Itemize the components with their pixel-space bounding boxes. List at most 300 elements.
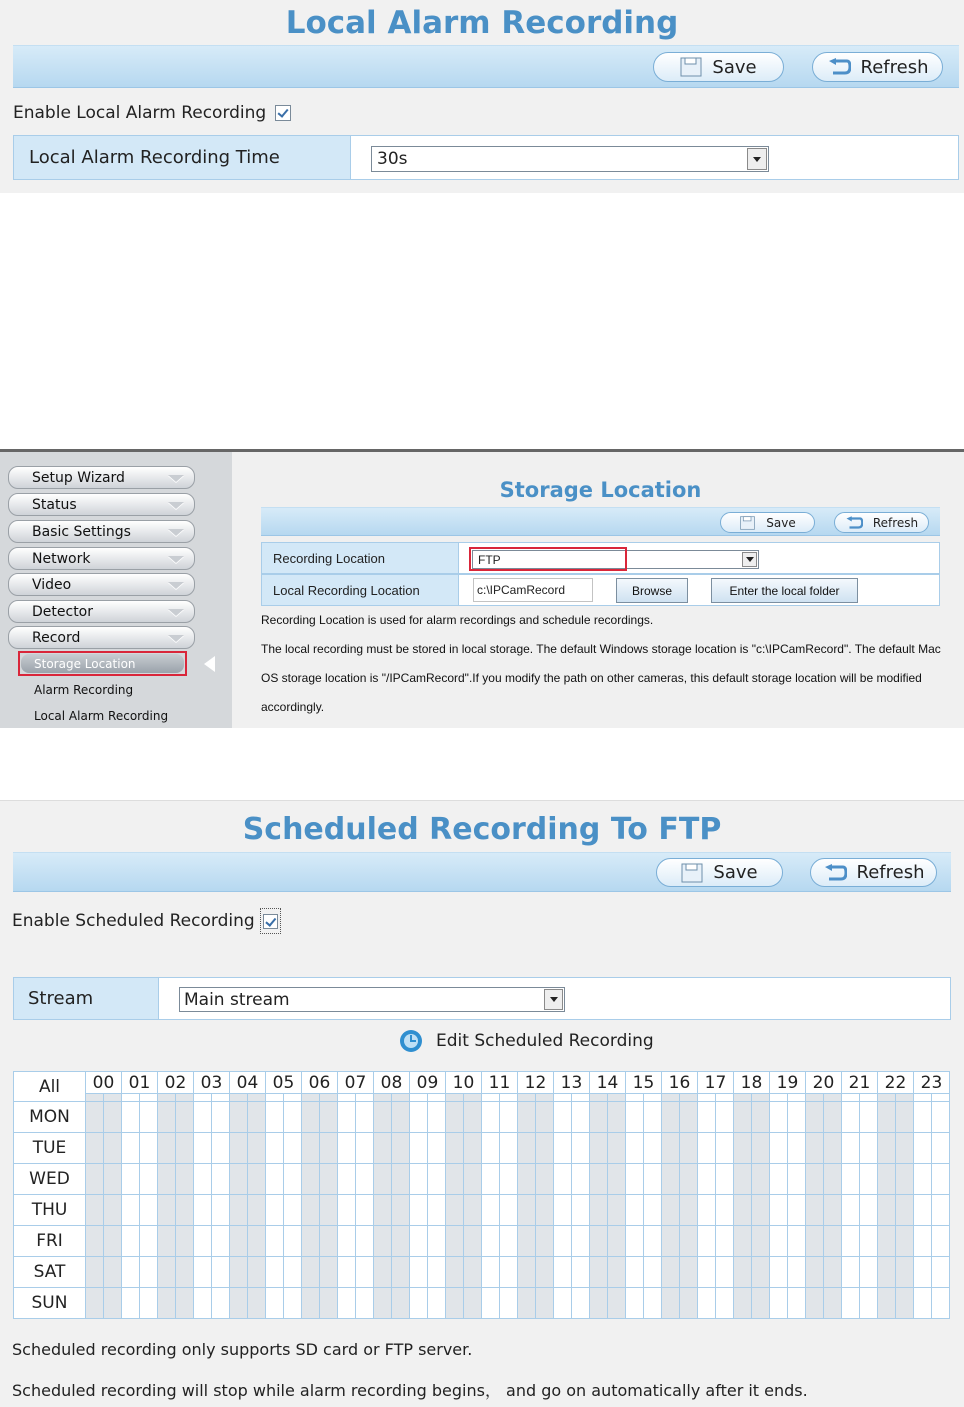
half-hour-cell[interactable] [662, 1164, 680, 1195]
half-hour-cell[interactable] [842, 1257, 860, 1288]
half-hour-cell[interactable] [590, 1102, 608, 1133]
half-hour-cell[interactable] [446, 1094, 464, 1102]
hour-header[interactable]: 17 [698, 1072, 734, 1094]
half-hour-cell[interactable] [842, 1288, 860, 1319]
half-hour-cell[interactable] [554, 1164, 572, 1195]
half-hour-cell[interactable] [860, 1133, 878, 1164]
half-hour-cell[interactable] [374, 1164, 392, 1195]
half-hour-cell[interactable] [788, 1257, 806, 1288]
half-hour-cell[interactable] [86, 1257, 104, 1288]
half-hour-cell[interactable] [374, 1257, 392, 1288]
half-hour-cell[interactable] [860, 1257, 878, 1288]
hour-header[interactable]: 07 [338, 1072, 374, 1094]
half-hour-cell[interactable] [932, 1226, 950, 1257]
half-hour-cell[interactable] [410, 1094, 428, 1102]
hour-header[interactable]: 06 [302, 1072, 338, 1094]
half-hour-cell[interactable] [392, 1195, 410, 1226]
half-hour-cell[interactable] [410, 1288, 428, 1319]
half-hour-cell[interactable] [824, 1164, 842, 1195]
half-hour-cell[interactable] [842, 1226, 860, 1257]
half-hour-cell[interactable] [248, 1133, 266, 1164]
half-hour-cell[interactable] [248, 1226, 266, 1257]
half-hour-cell[interactable] [878, 1288, 896, 1319]
half-hour-cell[interactable] [878, 1094, 896, 1102]
half-hour-cell[interactable] [302, 1102, 320, 1133]
hour-header[interactable]: 13 [554, 1072, 590, 1094]
half-hour-cell[interactable] [302, 1133, 320, 1164]
half-hour-cell[interactable] [212, 1102, 230, 1133]
half-hour-cell[interactable] [590, 1195, 608, 1226]
half-hour-cell[interactable] [230, 1257, 248, 1288]
half-hour-cell[interactable] [302, 1094, 320, 1102]
half-hour-cell[interactable] [356, 1288, 374, 1319]
half-hour-cell[interactable] [482, 1164, 500, 1195]
half-hour-cell[interactable] [374, 1195, 392, 1226]
half-hour-cell[interactable] [734, 1226, 752, 1257]
half-hour-cell[interactable] [536, 1102, 554, 1133]
half-hour-cell[interactable] [572, 1102, 590, 1133]
half-hour-cell[interactable] [248, 1195, 266, 1226]
enable-scheduled-checkbox[interactable] [263, 914, 278, 929]
save-button[interactable] [720, 512, 815, 533]
half-hour-cell[interactable] [230, 1164, 248, 1195]
half-hour-cell[interactable] [914, 1257, 932, 1288]
half-hour-cell[interactable] [734, 1195, 752, 1226]
half-hour-cell[interactable] [338, 1288, 356, 1319]
refresh-button[interactable] [810, 858, 937, 887]
half-hour-cell[interactable] [140, 1195, 158, 1226]
half-hour-cell[interactable] [590, 1288, 608, 1319]
hour-header[interactable]: 05 [266, 1072, 302, 1094]
half-hour-cell[interactable] [140, 1226, 158, 1257]
half-hour-cell[interactable] [176, 1226, 194, 1257]
half-hour-cell[interactable] [590, 1226, 608, 1257]
half-hour-cell[interactable] [86, 1226, 104, 1257]
half-hour-cell[interactable] [932, 1257, 950, 1288]
half-hour-cell[interactable] [608, 1257, 626, 1288]
half-hour-cell[interactable] [878, 1195, 896, 1226]
refresh-button[interactable] [834, 512, 929, 533]
half-hour-cell[interactable] [392, 1288, 410, 1319]
half-hour-cell[interactable] [248, 1257, 266, 1288]
half-hour-cell[interactable] [320, 1133, 338, 1164]
half-hour-cell[interactable] [770, 1195, 788, 1226]
half-hour-cell[interactable] [374, 1102, 392, 1133]
half-hour-cell[interactable] [410, 1257, 428, 1288]
half-hour-cell[interactable] [104, 1164, 122, 1195]
browse-button[interactable]: Browse [616, 578, 688, 603]
half-hour-cell[interactable] [536, 1133, 554, 1164]
half-hour-cell[interactable] [464, 1094, 482, 1102]
half-hour-cell[interactable] [932, 1164, 950, 1195]
select-all-cell[interactable]: All [14, 1072, 86, 1102]
hour-header[interactable]: 21 [842, 1072, 878, 1094]
half-hour-cell[interactable] [104, 1195, 122, 1226]
half-hour-cell[interactable] [158, 1133, 176, 1164]
half-hour-cell[interactable] [608, 1288, 626, 1319]
half-hour-cell[interactable] [176, 1257, 194, 1288]
half-hour-cell[interactable] [302, 1288, 320, 1319]
half-hour-cell[interactable] [752, 1288, 770, 1319]
chevron-down-icon[interactable] [544, 989, 563, 1010]
half-hour-cell[interactable] [212, 1195, 230, 1226]
half-hour-cell[interactable] [410, 1102, 428, 1133]
half-hour-cell[interactable] [248, 1288, 266, 1319]
half-hour-cell[interactable] [896, 1195, 914, 1226]
half-hour-cell[interactable] [284, 1195, 302, 1226]
half-hour-cell[interactable] [122, 1164, 140, 1195]
sub-storage-location[interactable] [18, 651, 187, 676]
half-hour-cell[interactable] [104, 1133, 122, 1164]
half-hour-cell[interactable] [842, 1102, 860, 1133]
half-hour-cell[interactable] [158, 1195, 176, 1226]
half-hour-cell[interactable] [158, 1257, 176, 1288]
hour-header[interactable]: 16 [662, 1072, 698, 1094]
half-hour-cell[interactable] [194, 1257, 212, 1288]
half-hour-cell[interactable] [788, 1133, 806, 1164]
half-hour-cell[interactable] [806, 1288, 824, 1319]
half-hour-cell[interactable] [662, 1226, 680, 1257]
half-hour-cell[interactable] [86, 1102, 104, 1133]
half-hour-cell[interactable] [410, 1164, 428, 1195]
half-hour-cell[interactable] [626, 1102, 644, 1133]
half-hour-cell[interactable] [356, 1257, 374, 1288]
nav-status[interactable] [8, 493, 195, 516]
half-hour-cell[interactable] [356, 1226, 374, 1257]
half-hour-cell[interactable] [374, 1094, 392, 1102]
half-hour-cell[interactable] [716, 1133, 734, 1164]
half-hour-cell[interactable] [230, 1102, 248, 1133]
half-hour-cell[interactable] [446, 1257, 464, 1288]
half-hour-cell[interactable] [590, 1094, 608, 1102]
nav-record[interactable] [8, 626, 195, 649]
half-hour-cell[interactable] [374, 1226, 392, 1257]
half-hour-cell[interactable] [140, 1164, 158, 1195]
half-hour-cell[interactable] [158, 1288, 176, 1319]
half-hour-cell[interactable] [266, 1288, 284, 1319]
half-hour-cell[interactable] [356, 1094, 374, 1102]
half-hour-cell[interactable] [608, 1102, 626, 1133]
half-hour-cell[interactable] [230, 1226, 248, 1257]
day-label[interactable]: THU [14, 1195, 86, 1226]
hour-header[interactable]: 00 [86, 1072, 122, 1094]
half-hour-cell[interactable] [716, 1226, 734, 1257]
half-hour-cell[interactable] [680, 1257, 698, 1288]
half-hour-cell[interactable] [266, 1164, 284, 1195]
half-hour-cell[interactable] [752, 1226, 770, 1257]
half-hour-cell[interactable] [860, 1195, 878, 1226]
half-hour-cell[interactable] [266, 1195, 284, 1226]
half-hour-cell[interactable] [248, 1164, 266, 1195]
half-hour-cell[interactable] [626, 1133, 644, 1164]
nav-video[interactable] [8, 573, 195, 596]
half-hour-cell[interactable] [698, 1102, 716, 1133]
half-hour-cell[interactable] [770, 1094, 788, 1102]
half-hour-cell[interactable] [644, 1102, 662, 1133]
half-hour-cell[interactable] [356, 1164, 374, 1195]
refresh-button[interactable] [812, 52, 943, 82]
half-hour-cell[interactable] [86, 1094, 104, 1102]
half-hour-cell[interactable] [752, 1257, 770, 1288]
half-hour-cell[interactable] [122, 1094, 140, 1102]
half-hour-cell[interactable] [662, 1102, 680, 1133]
half-hour-cell[interactable] [698, 1288, 716, 1319]
half-hour-cell[interactable] [140, 1094, 158, 1102]
half-hour-cell[interactable] [914, 1094, 932, 1102]
half-hour-cell[interactable] [464, 1195, 482, 1226]
half-hour-cell[interactable] [212, 1133, 230, 1164]
half-hour-cell[interactable] [158, 1226, 176, 1257]
half-hour-cell[interactable] [410, 1226, 428, 1257]
half-hour-cell[interactable] [248, 1094, 266, 1102]
half-hour-cell[interactable] [86, 1164, 104, 1195]
half-hour-cell[interactable] [698, 1226, 716, 1257]
half-hour-cell[interactable] [680, 1133, 698, 1164]
half-hour-cell[interactable] [428, 1164, 446, 1195]
half-hour-cell[interactable] [554, 1133, 572, 1164]
half-hour-cell[interactable] [338, 1164, 356, 1195]
half-hour-cell[interactable] [554, 1102, 572, 1133]
half-hour-cell[interactable] [266, 1133, 284, 1164]
half-hour-cell[interactable] [896, 1226, 914, 1257]
half-hour-cell[interactable] [428, 1257, 446, 1288]
half-hour-cell[interactable] [446, 1102, 464, 1133]
half-hour-cell[interactable] [860, 1094, 878, 1102]
half-hour-cell[interactable] [122, 1102, 140, 1133]
half-hour-cell[interactable] [698, 1195, 716, 1226]
half-hour-cell[interactable] [932, 1094, 950, 1102]
half-hour-cell[interactable] [914, 1102, 932, 1133]
half-hour-cell[interactable] [716, 1164, 734, 1195]
half-hour-cell[interactable] [680, 1164, 698, 1195]
half-hour-cell[interactable] [626, 1257, 644, 1288]
half-hour-cell[interactable] [824, 1195, 842, 1226]
hour-header[interactable]: 01 [122, 1072, 158, 1094]
half-hour-cell[interactable] [500, 1133, 518, 1164]
half-hour-cell[interactable] [554, 1226, 572, 1257]
half-hour-cell[interactable] [176, 1094, 194, 1102]
nav-network[interactable] [8, 547, 195, 570]
half-hour-cell[interactable] [104, 1102, 122, 1133]
half-hour-cell[interactable] [302, 1195, 320, 1226]
half-hour-cell[interactable] [392, 1102, 410, 1133]
half-hour-cell[interactable] [446, 1288, 464, 1319]
half-hour-cell[interactable] [572, 1094, 590, 1102]
half-hour-cell[interactable] [356, 1133, 374, 1164]
half-hour-cell[interactable] [194, 1133, 212, 1164]
half-hour-cell[interactable] [176, 1195, 194, 1226]
half-hour-cell[interactable] [356, 1195, 374, 1226]
half-hour-cell[interactable] [176, 1164, 194, 1195]
nav-detector[interactable] [8, 600, 195, 623]
half-hour-cell[interactable] [266, 1102, 284, 1133]
half-hour-cell[interactable] [320, 1195, 338, 1226]
half-hour-cell[interactable] [176, 1133, 194, 1164]
half-hour-cell[interactable] [608, 1164, 626, 1195]
hour-header[interactable]: 04 [230, 1072, 266, 1094]
half-hour-cell[interactable] [266, 1094, 284, 1102]
half-hour-cell[interactable] [788, 1226, 806, 1257]
half-hour-cell[interactable] [518, 1133, 536, 1164]
half-hour-cell[interactable] [572, 1133, 590, 1164]
half-hour-cell[interactable] [662, 1094, 680, 1102]
half-hour-cell[interactable] [770, 1102, 788, 1133]
half-hour-cell[interactable] [662, 1288, 680, 1319]
half-hour-cell[interactable] [194, 1102, 212, 1133]
half-hour-cell[interactable] [284, 1094, 302, 1102]
half-hour-cell[interactable] [554, 1288, 572, 1319]
half-hour-cell[interactable] [806, 1133, 824, 1164]
half-hour-cell[interactable] [536, 1288, 554, 1319]
half-hour-cell[interactable] [698, 1257, 716, 1288]
half-hour-cell[interactable] [284, 1226, 302, 1257]
half-hour-cell[interactable] [788, 1288, 806, 1319]
half-hour-cell[interactable] [500, 1257, 518, 1288]
half-hour-cell[interactable] [464, 1133, 482, 1164]
half-hour-cell[interactable] [662, 1133, 680, 1164]
half-hour-cell[interactable] [338, 1094, 356, 1102]
half-hour-cell[interactable] [914, 1226, 932, 1257]
half-hour-cell[interactable] [230, 1094, 248, 1102]
half-hour-cell[interactable] [554, 1257, 572, 1288]
half-hour-cell[interactable] [536, 1257, 554, 1288]
half-hour-cell[interactable] [644, 1195, 662, 1226]
half-hour-cell[interactable] [464, 1288, 482, 1319]
half-hour-cell[interactable] [626, 1226, 644, 1257]
half-hour-cell[interactable] [104, 1094, 122, 1102]
half-hour-cell[interactable] [680, 1102, 698, 1133]
half-hour-cell[interactable] [608, 1133, 626, 1164]
half-hour-cell[interactable] [572, 1164, 590, 1195]
half-hour-cell[interactable] [464, 1226, 482, 1257]
half-hour-cell[interactable] [734, 1288, 752, 1319]
half-hour-cell[interactable] [122, 1257, 140, 1288]
half-hour-cell[interactable] [770, 1164, 788, 1195]
half-hour-cell[interactable] [734, 1102, 752, 1133]
half-hour-cell[interactable] [518, 1288, 536, 1319]
half-hour-cell[interactable] [410, 1133, 428, 1164]
half-hour-cell[interactable] [392, 1226, 410, 1257]
half-hour-cell[interactable] [572, 1195, 590, 1226]
sub-local-alarm-recording[interactable]: Local Alarm Recording [34, 709, 169, 723]
half-hour-cell[interactable] [626, 1094, 644, 1102]
half-hour-cell[interactable] [482, 1257, 500, 1288]
half-hour-cell[interactable] [140, 1133, 158, 1164]
half-hour-cell[interactable] [590, 1257, 608, 1288]
half-hour-cell[interactable] [716, 1288, 734, 1319]
recording-time-select[interactable] [371, 146, 769, 172]
half-hour-cell[interactable] [932, 1133, 950, 1164]
day-label[interactable]: SUN [14, 1288, 86, 1319]
half-hour-cell[interactable] [914, 1133, 932, 1164]
half-hour-cell[interactable] [788, 1102, 806, 1133]
half-hour-cell[interactable] [284, 1133, 302, 1164]
half-hour-cell[interactable] [896, 1102, 914, 1133]
half-hour-cell[interactable] [500, 1288, 518, 1319]
half-hour-cell[interactable] [824, 1288, 842, 1319]
half-hour-cell[interactable] [860, 1288, 878, 1319]
half-hour-cell[interactable] [806, 1226, 824, 1257]
half-hour-cell[interactable] [932, 1195, 950, 1226]
half-hour-cell[interactable] [212, 1226, 230, 1257]
half-hour-cell[interactable] [752, 1133, 770, 1164]
half-hour-cell[interactable] [878, 1133, 896, 1164]
half-hour-cell[interactable] [446, 1164, 464, 1195]
half-hour-cell[interactable] [806, 1195, 824, 1226]
half-hour-cell[interactable] [824, 1257, 842, 1288]
hour-header[interactable]: 03 [194, 1072, 230, 1094]
half-hour-cell[interactable] [536, 1195, 554, 1226]
half-hour-cell[interactable] [644, 1257, 662, 1288]
half-hour-cell[interactable] [824, 1226, 842, 1257]
half-hour-cell[interactable] [536, 1226, 554, 1257]
half-hour-cell[interactable] [770, 1226, 788, 1257]
half-hour-cell[interactable] [446, 1133, 464, 1164]
half-hour-cell[interactable] [428, 1195, 446, 1226]
half-hour-cell[interactable] [356, 1102, 374, 1133]
chevron-down-icon[interactable] [747, 148, 767, 170]
half-hour-cell[interactable] [716, 1195, 734, 1226]
hour-header[interactable]: 18 [734, 1072, 770, 1094]
hour-header[interactable]: 09 [410, 1072, 446, 1094]
half-hour-cell[interactable] [122, 1226, 140, 1257]
half-hour-cell[interactable] [428, 1226, 446, 1257]
half-hour-cell[interactable] [140, 1288, 158, 1319]
half-hour-cell[interactable] [140, 1102, 158, 1133]
sub-alarm-recording[interactable]: Alarm Recording [34, 683, 134, 697]
half-hour-cell[interactable] [500, 1102, 518, 1133]
half-hour-cell[interactable] [752, 1094, 770, 1102]
hour-header[interactable]: 20 [806, 1072, 842, 1094]
half-hour-cell[interactable] [770, 1257, 788, 1288]
half-hour-cell[interactable] [644, 1226, 662, 1257]
half-hour-cell[interactable] [860, 1164, 878, 1195]
half-hour-cell[interactable] [644, 1288, 662, 1319]
half-hour-cell[interactable] [932, 1102, 950, 1133]
half-hour-cell[interactable] [734, 1164, 752, 1195]
half-hour-cell[interactable] [374, 1133, 392, 1164]
half-hour-cell[interactable] [752, 1102, 770, 1133]
half-hour-cell[interactable] [86, 1195, 104, 1226]
half-hour-cell[interactable] [734, 1257, 752, 1288]
nav-setup-wizard[interactable] [8, 466, 195, 489]
half-hour-cell[interactable] [428, 1094, 446, 1102]
half-hour-cell[interactable] [338, 1102, 356, 1133]
half-hour-cell[interactable] [338, 1195, 356, 1226]
half-hour-cell[interactable] [878, 1226, 896, 1257]
schedule-grid[interactable] [13, 1071, 950, 1319]
half-hour-cell[interactable] [770, 1133, 788, 1164]
hour-header[interactable]: 12 [518, 1072, 554, 1094]
half-hour-cell[interactable] [932, 1288, 950, 1319]
half-hour-cell[interactable] [554, 1195, 572, 1226]
half-hour-cell[interactable] [338, 1226, 356, 1257]
half-hour-cell[interactable] [608, 1094, 626, 1102]
half-hour-cell[interactable] [698, 1164, 716, 1195]
save-button[interactable] [653, 52, 784, 82]
save-button[interactable] [656, 858, 783, 887]
local-recording-location-input[interactable]: c:\IPCamRecord [473, 578, 593, 602]
half-hour-cell[interactable] [518, 1226, 536, 1257]
half-hour-cell[interactable] [446, 1195, 464, 1226]
half-hour-cell[interactable] [122, 1288, 140, 1319]
half-hour-cell[interactable] [320, 1102, 338, 1133]
half-hour-cell[interactable] [860, 1226, 878, 1257]
half-hour-cell[interactable] [122, 1195, 140, 1226]
half-hour-cell[interactable] [608, 1226, 626, 1257]
half-hour-cell[interactable] [230, 1195, 248, 1226]
half-hour-cell[interactable] [716, 1102, 734, 1133]
